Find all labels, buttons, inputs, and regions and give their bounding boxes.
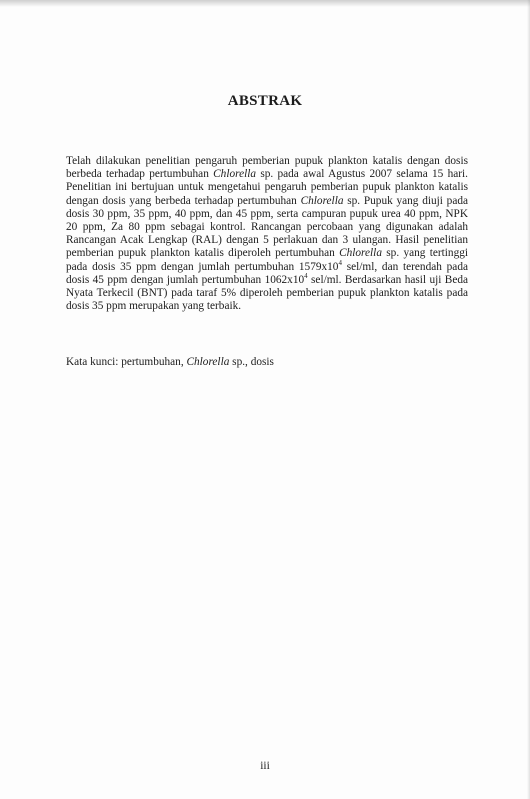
- page-number: iii: [260, 760, 270, 772]
- abstract-text-2: sp. pada awal Agustus 2007 selama 15 hari. Penelitian ini bertujuan untuk mengetahui pengaruh pemberian pupuk plankton katalis dengan dosis yang berbeda terhadap pertumbuhan: [66, 168, 468, 207]
- abstract-text-1: Telah dilakukan penelitian pengaruh pemberian pupuk plankton katalis dengan dosis berbeda terhadap pertumbuhan: [66, 155, 468, 181]
- exponent: 4: [338, 258, 342, 267]
- keywords-prefix: Kata kunci: pertumbuhan,: [66, 356, 187, 368]
- abstract-text-6: sel/ml. Berdasarkan hasil uji Beda Nyata Terkecil (BNT) pada taraf 5% diperoleh pemberian pupuk plankton katalis pada dosis 35 ppm merupakan yang terbaik.: [66, 273, 468, 313]
- scan-shadow-top: [0, 0, 530, 7]
- keywords-species: Chlorella: [186, 356, 230, 368]
- keywords-suffix: sp., dosis: [229, 356, 274, 368]
- abstract-text-4: sp. yang tertinggi pada dosis 35 ppm dengan jumlah pertumbuhan 1579x10: [66, 247, 469, 273]
- abstract-text-3: sp. Pupuk yang diuji pada dosis 30 ppm, 35 ppm, 40 ppm, dan 45 ppm, serta campuran pupuk urea 40 ppm, NPK 20 ppm, Za 80 ppm sebagai kontrol. Rancangan percobaan yang digunakan adalah Rancangan Acak Lengkap (RAL) dengan 5 perlakuan dan 3 ulangan. Hasil penelitian pemberian pupuk plankton katalis diperoleh pertumbuhan: [66, 194, 469, 260]
- species-name: Chlorella: [213, 168, 257, 181]
- keywords-line: [66, 356, 468, 369]
- abstract-text-5: sel/ml, dan terendah pada dosis 45 ppm dengan jumlah pertumbuhan 1062x10: [66, 260, 468, 286]
- species-name: Chlorella: [300, 194, 344, 207]
- abstract-title: ABSTRAK: [227, 93, 303, 109]
- exponent: 4: [304, 272, 308, 281]
- abstract-paragraph: [66, 155, 468, 313]
- species-name: Chlorella: [339, 247, 382, 260]
